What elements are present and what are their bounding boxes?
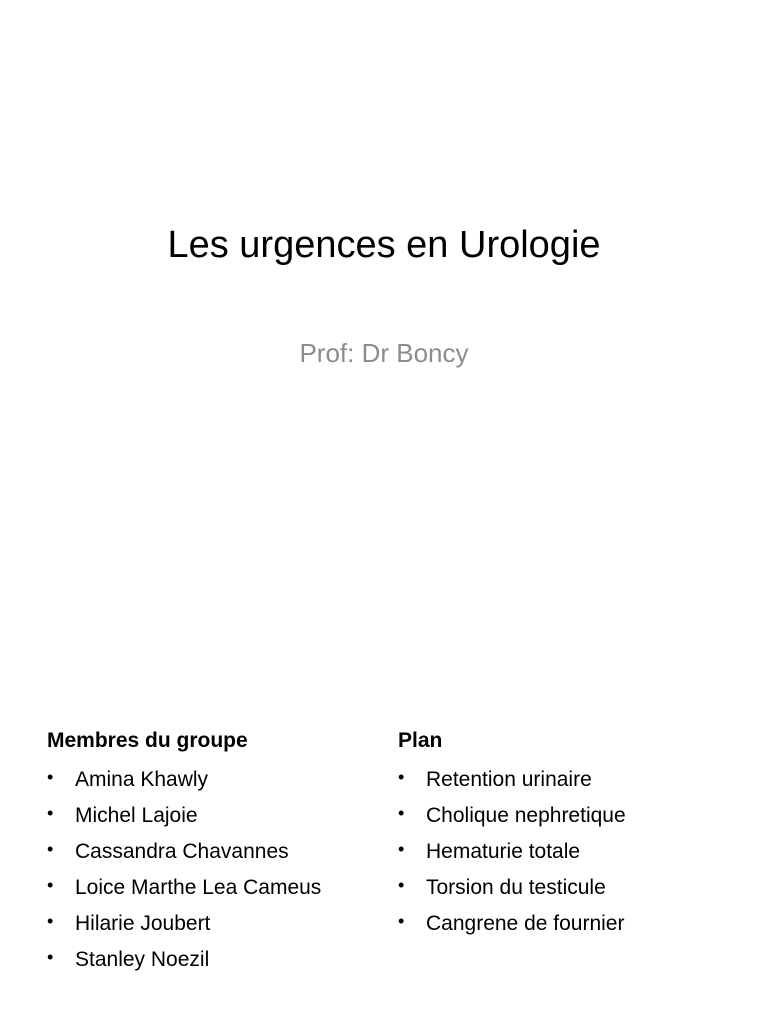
member-name: Cassandra Chavannes xyxy=(75,840,289,863)
bullet-icon: • xyxy=(47,803,54,823)
list-item xyxy=(398,834,728,870)
list-item xyxy=(47,870,367,906)
plan-heading: Plan xyxy=(398,729,443,752)
list-item xyxy=(47,834,367,870)
members-heading: Membres du groupe xyxy=(47,729,248,752)
plan-topic: Torsion du testicule xyxy=(426,876,606,899)
bullet-icon: • xyxy=(47,875,54,895)
bullet-icon: • xyxy=(47,767,54,787)
bullet-icon: • xyxy=(398,767,405,787)
list-item xyxy=(47,942,367,978)
list-item xyxy=(398,762,728,798)
list-item xyxy=(398,798,728,834)
member-name: Stanley Noezil xyxy=(75,948,210,971)
plan-topic: Hematurie totale xyxy=(426,840,581,863)
list-item xyxy=(47,906,367,942)
list-item xyxy=(47,762,367,798)
bullet-icon: • xyxy=(47,839,54,859)
member-name: Michel Lajoie xyxy=(75,804,198,827)
member-name: Hilarie Joubert xyxy=(75,912,211,935)
bullet-icon: • xyxy=(398,875,405,895)
list-item xyxy=(398,906,728,942)
slide-subtitle: Prof: Dr Boncy xyxy=(299,338,469,368)
bullet-icon: • xyxy=(47,911,54,931)
plan-topic: Cangrene de fournier xyxy=(426,912,625,935)
member-name: Amina Khawly xyxy=(75,768,209,791)
bullet-icon: • xyxy=(47,947,54,967)
plan-column xyxy=(398,726,728,942)
plan-topic: Cholique nephretique xyxy=(426,804,626,827)
list-item xyxy=(398,870,728,906)
member-name: Loice Marthe Lea Cameus xyxy=(75,876,322,899)
plan-topic: Retention urinaire xyxy=(426,768,592,791)
slide-title: Les urgences en Urologie xyxy=(167,224,601,266)
members-column xyxy=(47,726,367,978)
list-item xyxy=(47,798,367,834)
members-list xyxy=(47,762,367,978)
bullet-icon: • xyxy=(398,803,405,823)
bullet-icon: • xyxy=(398,911,405,931)
bullet-icon: • xyxy=(398,839,405,859)
plan-list xyxy=(398,762,728,942)
